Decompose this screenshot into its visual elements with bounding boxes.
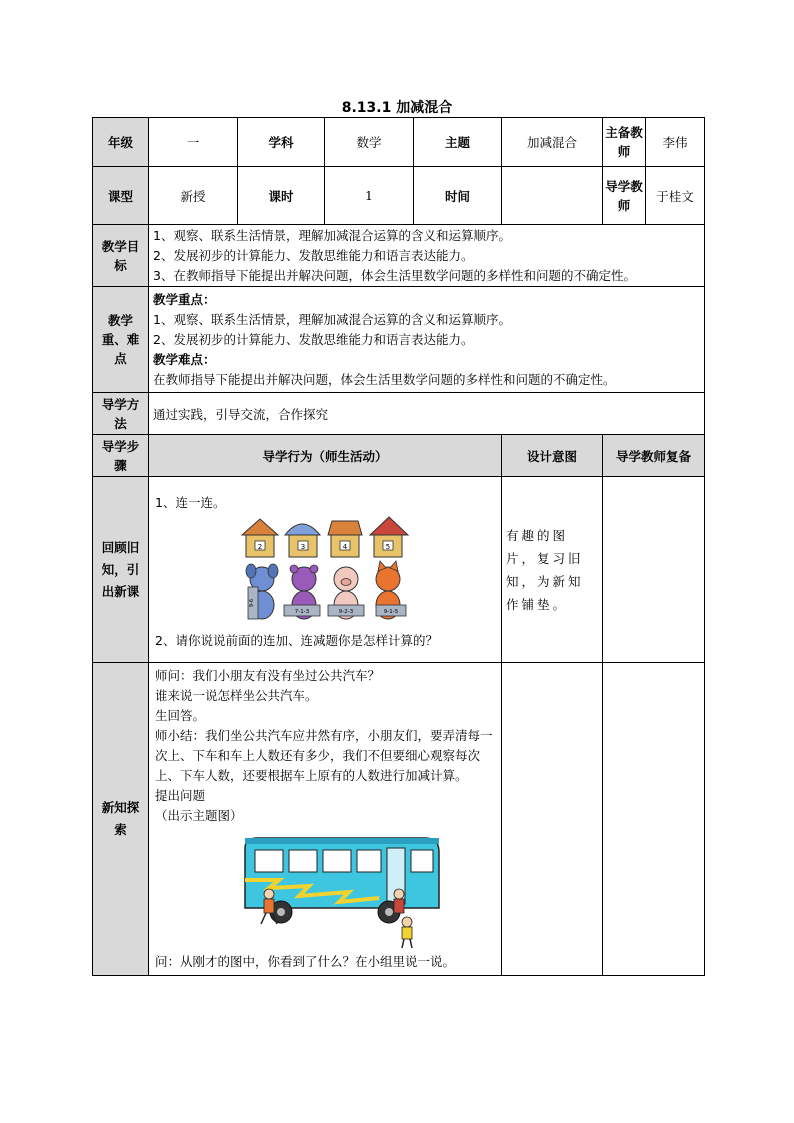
goal-item: 2、发展初步的计算能力、发散思维能力和语言表达能力。: [153, 247, 474, 263]
review-intent: 有趣的图片，复习旧知，为新知作铺垫。: [502, 477, 603, 663]
key-point-item: 1、观察、联系生活情景，理解加减混合运算的含义和运算顺序。: [153, 311, 511, 327]
period-value: 1: [325, 167, 414, 225]
card-label: 9-2-3: [338, 608, 354, 615]
lead-teacher-label: 主备教师: [603, 118, 646, 167]
bus-picture: [239, 832, 449, 950]
explore-question: 问：从刚才的图中，你看到了什么？在小组里说一说。: [155, 954, 456, 969]
time-value: [502, 167, 603, 225]
explore-line: 谁来说一说怎样坐公共汽车。: [155, 688, 318, 703]
key-points-label: 教学重、难点: [93, 287, 149, 393]
method-text: 通过实践，引导交流，合作探究: [149, 393, 705, 435]
explore-row: [93, 663, 705, 976]
type-value: 新授: [149, 167, 238, 225]
explore-prep-cell: [603, 663, 705, 976]
explore-line: 师问：我们小朋友有没有坐过公共汽车？: [155, 668, 381, 683]
difficult-point-item: 在教师指导下能提出并解决问题，体会生活里数学问题的多样性和问题的不确定性。: [153, 371, 616, 387]
house-2: [285, 524, 320, 557]
type-label: 课型: [93, 167, 149, 225]
goals-content: [149, 225, 705, 287]
goals-label: 教学目标: [93, 225, 149, 287]
house-number: 3: [300, 542, 306, 551]
child-icon: [394, 889, 404, 913]
goals-row: [93, 225, 705, 287]
key-point-item: 2、发展初步的计算能力、发散思维能力和语言表达能力。: [153, 331, 474, 347]
house-number: 5: [385, 542, 391, 551]
key-points-title: 教学重点：: [153, 291, 216, 307]
method-label: 导学方法: [93, 393, 149, 435]
header-row-1: [93, 118, 705, 167]
expression-card-4: [376, 605, 406, 616]
key-points-content: [149, 287, 705, 393]
topic-value: 加减混合: [502, 118, 603, 167]
explore-intent-cell: [502, 663, 603, 976]
expression-card-2: [284, 605, 320, 616]
review-question-1: 1、连一连。: [155, 494, 226, 510]
card-label: 9-6: [249, 598, 255, 607]
card-label: 9-1-5: [383, 608, 399, 615]
house-number: 2: [257, 542, 263, 551]
subject-label: 学科: [238, 118, 325, 167]
review-label: 回顾旧知，引出新课: [93, 477, 149, 663]
house-4: [370, 517, 408, 557]
lesson-plan-table: [92, 117, 705, 976]
time-label: 时间: [414, 167, 502, 225]
review-content: [149, 477, 502, 663]
header-row-2: [93, 167, 705, 225]
period-label: 课时: [238, 167, 325, 225]
explore-line: （出示主题图）: [155, 808, 243, 823]
explore-line: 师小结：我们坐公共汽车应井然有序，小朋友们，要弄清每一次上、下车和车上人数还有多少，我们不但要细心观察每次上、下车人数，还要根据车上原有的人数进行加减计算。: [155, 728, 493, 783]
explore-line: 生回答。: [155, 708, 206, 723]
house-1: [242, 519, 278, 557]
explore-content: [149, 663, 502, 976]
explore-label: 新知探索: [93, 663, 149, 976]
child-icon: [402, 917, 412, 948]
expression-card-3: [328, 605, 364, 616]
card-label: 7-1-3: [294, 608, 310, 615]
grade-value: 一: [149, 118, 238, 167]
guide-teacher-label: 导学教师: [603, 167, 646, 225]
intent-column-header: 设计意图: [502, 435, 603, 477]
topic-label: 主题: [414, 118, 502, 167]
activity-column-header: 导学行为（师生活动）: [149, 435, 502, 477]
connect-picture: [240, 511, 410, 625]
prep-column-header: 导学教师复备: [603, 435, 705, 477]
explore-line: 提出问题: [155, 788, 206, 803]
guide-teacher-value: 于桂文: [646, 167, 705, 225]
key-points-row: [93, 287, 705, 393]
grade-label: 年级: [93, 118, 149, 167]
difficult-points-title: 教学难点：: [153, 351, 216, 367]
lead-teacher-value: 李伟: [646, 118, 705, 167]
review-prep-cell: [603, 477, 705, 663]
goal-item: 1、观察、联系生活情景，理解加减混合运算的含义和运算顺序。: [153, 227, 511, 243]
review-row: [93, 477, 705, 663]
steps-header-row: [93, 435, 705, 477]
method-row: [93, 393, 705, 435]
subject-value: 数学: [325, 118, 414, 167]
expression-card-1: [248, 587, 258, 619]
steps-label: 导学步骤: [93, 435, 149, 477]
goal-item: 3、在教师指导下能提出并解决问题，体会生活里数学问题的多样性和问题的不确定性。: [153, 267, 636, 283]
page-title: 8.13.1 加减混合: [341, 100, 453, 116]
house-3: [328, 521, 362, 557]
review-question-2: 2、请你说说前面的连加、连减题你是怎样计算的？: [155, 632, 438, 648]
house-number: 4: [342, 542, 348, 551]
